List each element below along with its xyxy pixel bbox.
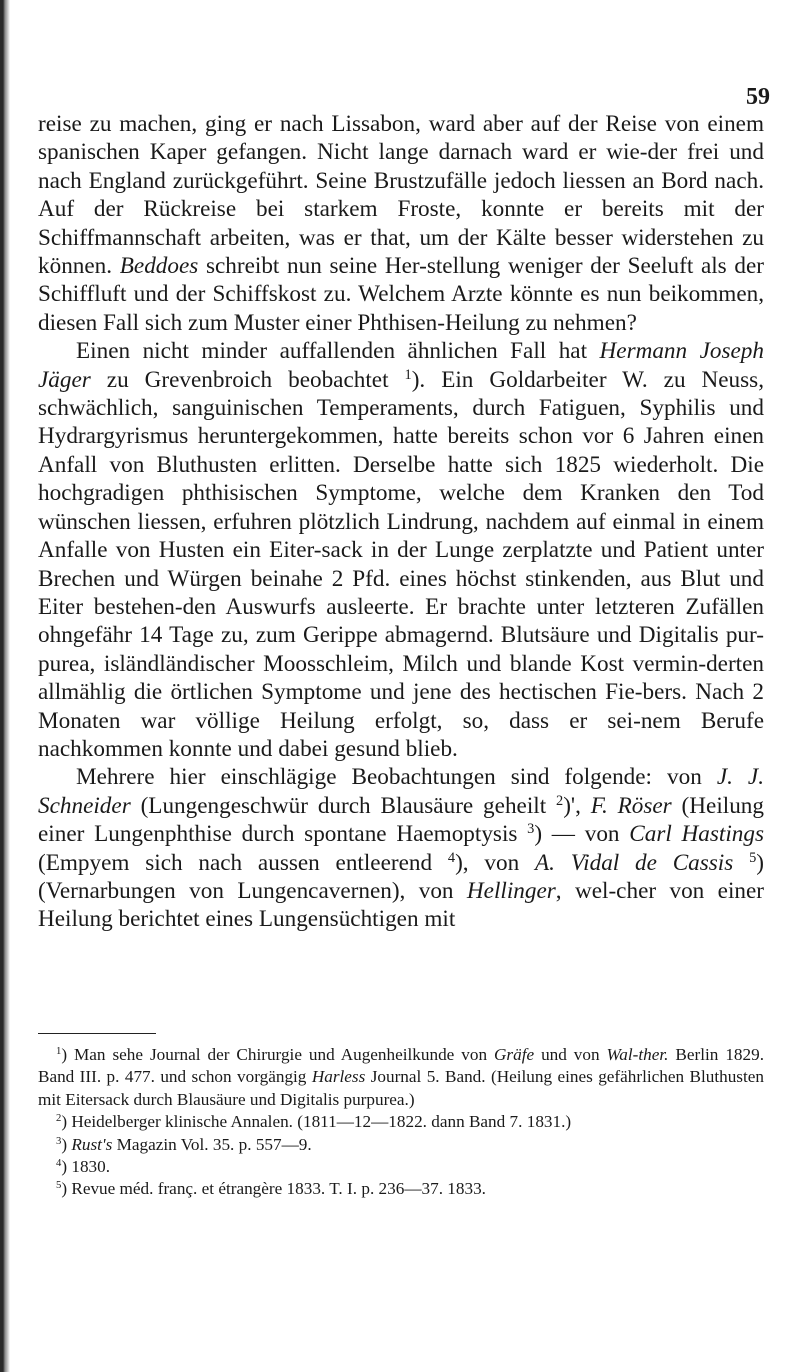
text-run: schreibt nun seine Her-stellung weniger der Seeluft als der Schiffluft und der Schiffskost zu. Welchem Arzte könnte es nun beikommen, diesen Fall sich zum Muster einer Phthisen-Heilung zu nehmen? — [38, 253, 764, 336]
text-run: zu Grevenbroich beobachtet — [90, 366, 405, 393]
text-run: (Heilung einer Lungenphthise durch spontane Haemoptysis — [38, 792, 764, 848]
text-run: Berlin 1829. Band III. p. 477. und schon vorgängig — [38, 1045, 764, 1087]
text-run: und von — [534, 1045, 607, 1064]
italic-name: Gräfe — [494, 1045, 535, 1064]
text-run: ), von — [455, 849, 535, 876]
page-number: 59 — [746, 84, 770, 110]
text-run: reise zu machen, ging er nach Lissabon, ward aber auf der Reise von einem spanischen Kaper gefangen. Nicht lange darnach ward er wie-der frei und nach England zurückgeführt. Seine Brustzufälle jedoch liessen an Bord nach. Auf der Rückreise bei starkem Froste, konnte er bereits mit der Schiffmannschaft arbeiten, was er that, um der Kälte besser widerstehen zu können. — [38, 111, 764, 280]
italic-name: Hermann Joseph Jäger — [38, 338, 764, 393]
footnote-marker: 5 — [56, 1180, 62, 1192]
footnote-marker: 3 — [527, 821, 535, 838]
footnote — [38, 1178, 764, 1200]
paragraph — [38, 763, 764, 933]
text-run: ) — [61, 1134, 72, 1154]
footnote — [38, 1134, 764, 1156]
footnotes — [38, 1044, 764, 1201]
text-run: Magazin Vol. 35. p. 557—9. — [112, 1134, 312, 1154]
text-run: ) (Vernarbungen von Lungencavernen), von — [38, 849, 764, 904]
book-spine-edge — [0, 0, 10, 1372]
text-run: (Lungengeschwür durch Blausäure geheilt — [130, 792, 557, 819]
footnote-marker: 3 — [56, 1135, 62, 1147]
footnote-marker: 4 — [56, 1158, 62, 1170]
text-run: ) Heidelberger klinische Annalen. (1811—12—1822. dann Band 7. 1831.) — [61, 1112, 572, 1132]
footnote-marker: 4 — [447, 849, 456, 866]
italic-name: F. Röser — [590, 792, 672, 819]
footnote-marker: 1 — [56, 1046, 62, 1058]
footnote-marker: 5 — [749, 849, 757, 866]
footnote-marker: 2 — [56, 1113, 62, 1125]
text-run: (Empyem sich nach aussen entleerend — [38, 849, 448, 876]
text-run: ) 1830. — [61, 1157, 111, 1177]
text-run: )', — [563, 792, 591, 819]
paragraph — [38, 110, 764, 337]
italic-name: Wal-ther. — [606, 1045, 669, 1064]
body-text — [38, 110, 764, 934]
text-run: Mehrere hier einschlägige Beobachtungen sind folgende: von — [76, 764, 717, 791]
footnote — [38, 1111, 764, 1133]
italic-name: Carl Hastings — [629, 821, 764, 848]
paragraph — [38, 337, 764, 763]
text-run: ) Man sehe Journal der Chirurgie und Augenheilkunde von — [61, 1045, 494, 1064]
text-run: , wel-cher von einer Heilung berichtet eines Lungensüchtigen mit — [38, 877, 764, 933]
footnote — [38, 1044, 764, 1111]
italic-name: A. Vidal de Cassis — [534, 849, 734, 876]
italic-name: Hellinger — [466, 877, 556, 904]
italic-name: J. J. Schneider — [38, 764, 765, 819]
italic-name: Harless — [311, 1067, 366, 1087]
footnote-marker: 1 — [404, 366, 412, 383]
footnote-marker: 2 — [556, 792, 564, 809]
text-run: ) Revue méd. franç. et étrangère 1833. T. I. p. 236—37. 1833. — [61, 1179, 486, 1199]
footnote — [38, 1156, 764, 1178]
italic-name: Beddoes — [119, 253, 199, 280]
text-run — [733, 850, 749, 876]
footnote-divider — [38, 1033, 156, 1034]
text-run: Journal 5. Band. (Heilung eines gefährlichen Bluthusten mit Eitersack durch Blausäure und Digitalis purpurea.) — [38, 1067, 764, 1109]
italic-name: Rust's — [71, 1134, 113, 1154]
text-run: ). Ein Goldarbeiter W. zu Neuss, schwächlich, sanguinischen Temperaments, durch Fatiguen, Syphilis und Hydrargyrismus heruntergekommen, hatte bereits schon vor 6 Jahren einen Anfall von Bluthusten erlitten. Derselbe hatte sich 1825 wiederholt. Die hochgradigen phthisischen Symptome, welche dem Kranken den Tod wünschen liessen, erfuhren plötzlich Lindrung, nachdem auf einmal in einem Anfalle von Husten ein Eiter-sack in der Lunge zerplatzte und Patient unter Brechen und Würgen beinahe 2 Pfd. eines höchst stinkenden, aus Blut und Eiter bestehen-den Auswurfs ausleerte. Er brachte unter letzteren Zufällen ohngefähr 14 Tage zu, zum Gerippe abmagernd. Blutsäure und Digitalis pur-purea, isländländischer Moosschleim, Milch und blande Kost vermin-derten allmählig die örtlichen Symptome und jene des hectischen Fie-bers. Nach 2 Monaten war völlige Heilung erfolgt, so, dass er sei-nem Berufe nachkommen konnte und dabei gesund blieb. — [38, 366, 764, 762]
text-run: Einen nicht minder auffallenden ähnlichen Fall hat — [76, 338, 600, 365]
text-run: ) — von — [534, 821, 630, 848]
